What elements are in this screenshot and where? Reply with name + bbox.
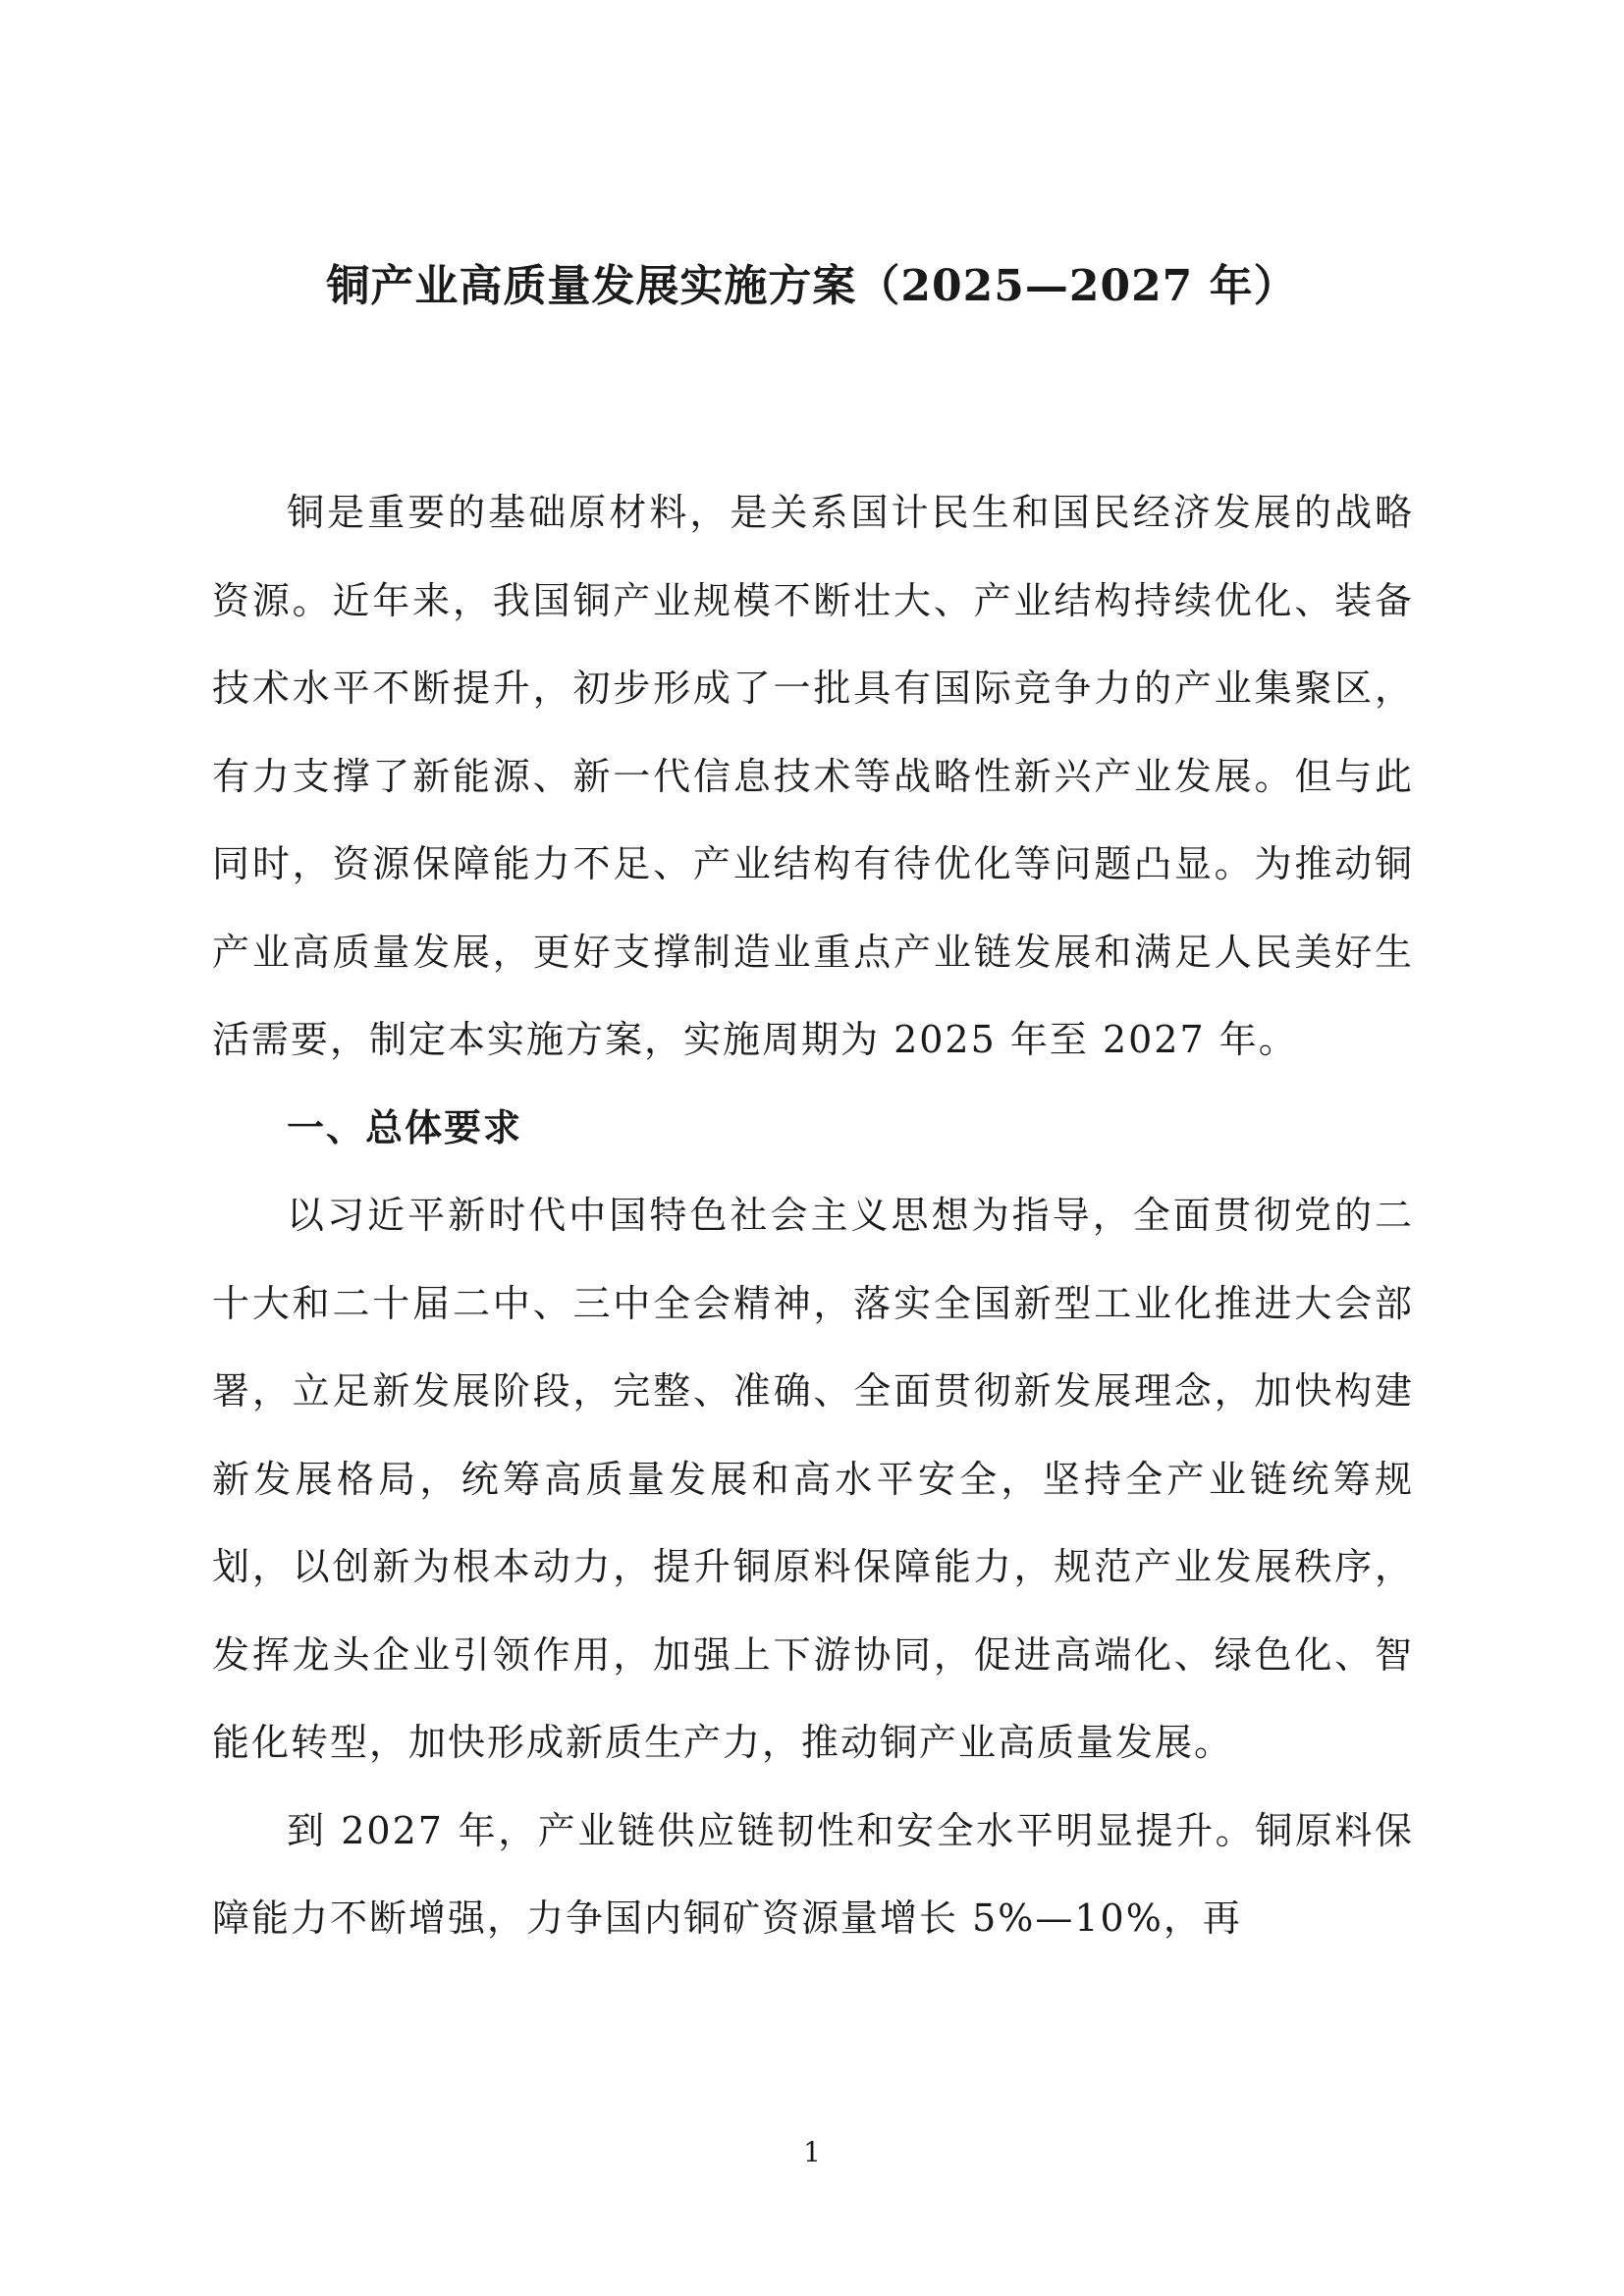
page-number: 1 <box>803 2136 821 2168</box>
goals-2027-paragraph: 到 2027 年，产业链供应链韧性和安全水平明显提升。铜原料保障能力不断增强，力争国内铜矿资源量增长 5%—10%，再 <box>212 1808 1414 1940</box>
section-heading-general-requirements: 一、总体要求 <box>287 1105 523 1149</box>
document-body <box>212 469 1414 1963</box>
guiding-ideology-paragraph: 以习近平新时代中国特色社会主义思想为指导，全面贯彻党的二十大和二十届二中、三中全会精神，落实全国新型工业化推进大会部署，立足新发展阶段，完整、准确、全面贯彻新发展理念，加快构建新发展格局，统筹高质量发展和高水平安全，坚持全产业链统筹规划，以创新为根本动力，提升铜原料保障能力，规范产业发展秩序，发挥龙头企业引领作用，加强上下游协同，促进高端化、绿色化、智能化转型，加快形成新质生产力，推动铜产业高质量发展。 <box>212 1194 1414 1764</box>
intro-paragraph: 铜是重要的基础原材料，是关系国计民生和国民经济发展的战略资源。近年来，我国铜产业规模不断壮大、产业结构持续优化、装备技术水平不断提升，初步形成了一批具有国际竞争力的产业集聚区，有力支撑了新能源、新一代信息技术等战略性新兴产业发展。但与此同时，资源保障能力不足、产业结构有待优化等问题凸显。为推动铜产业高质量发展，更好支撑制造业重点产业链发展和满足人民美好生活需要，制定本实施方案，实施周期为 2025 年至 2027 年。 <box>212 491 1414 1061</box>
document-title: 铜产业高质量发展实施方案（2025—2027 年） <box>326 261 1298 311</box>
